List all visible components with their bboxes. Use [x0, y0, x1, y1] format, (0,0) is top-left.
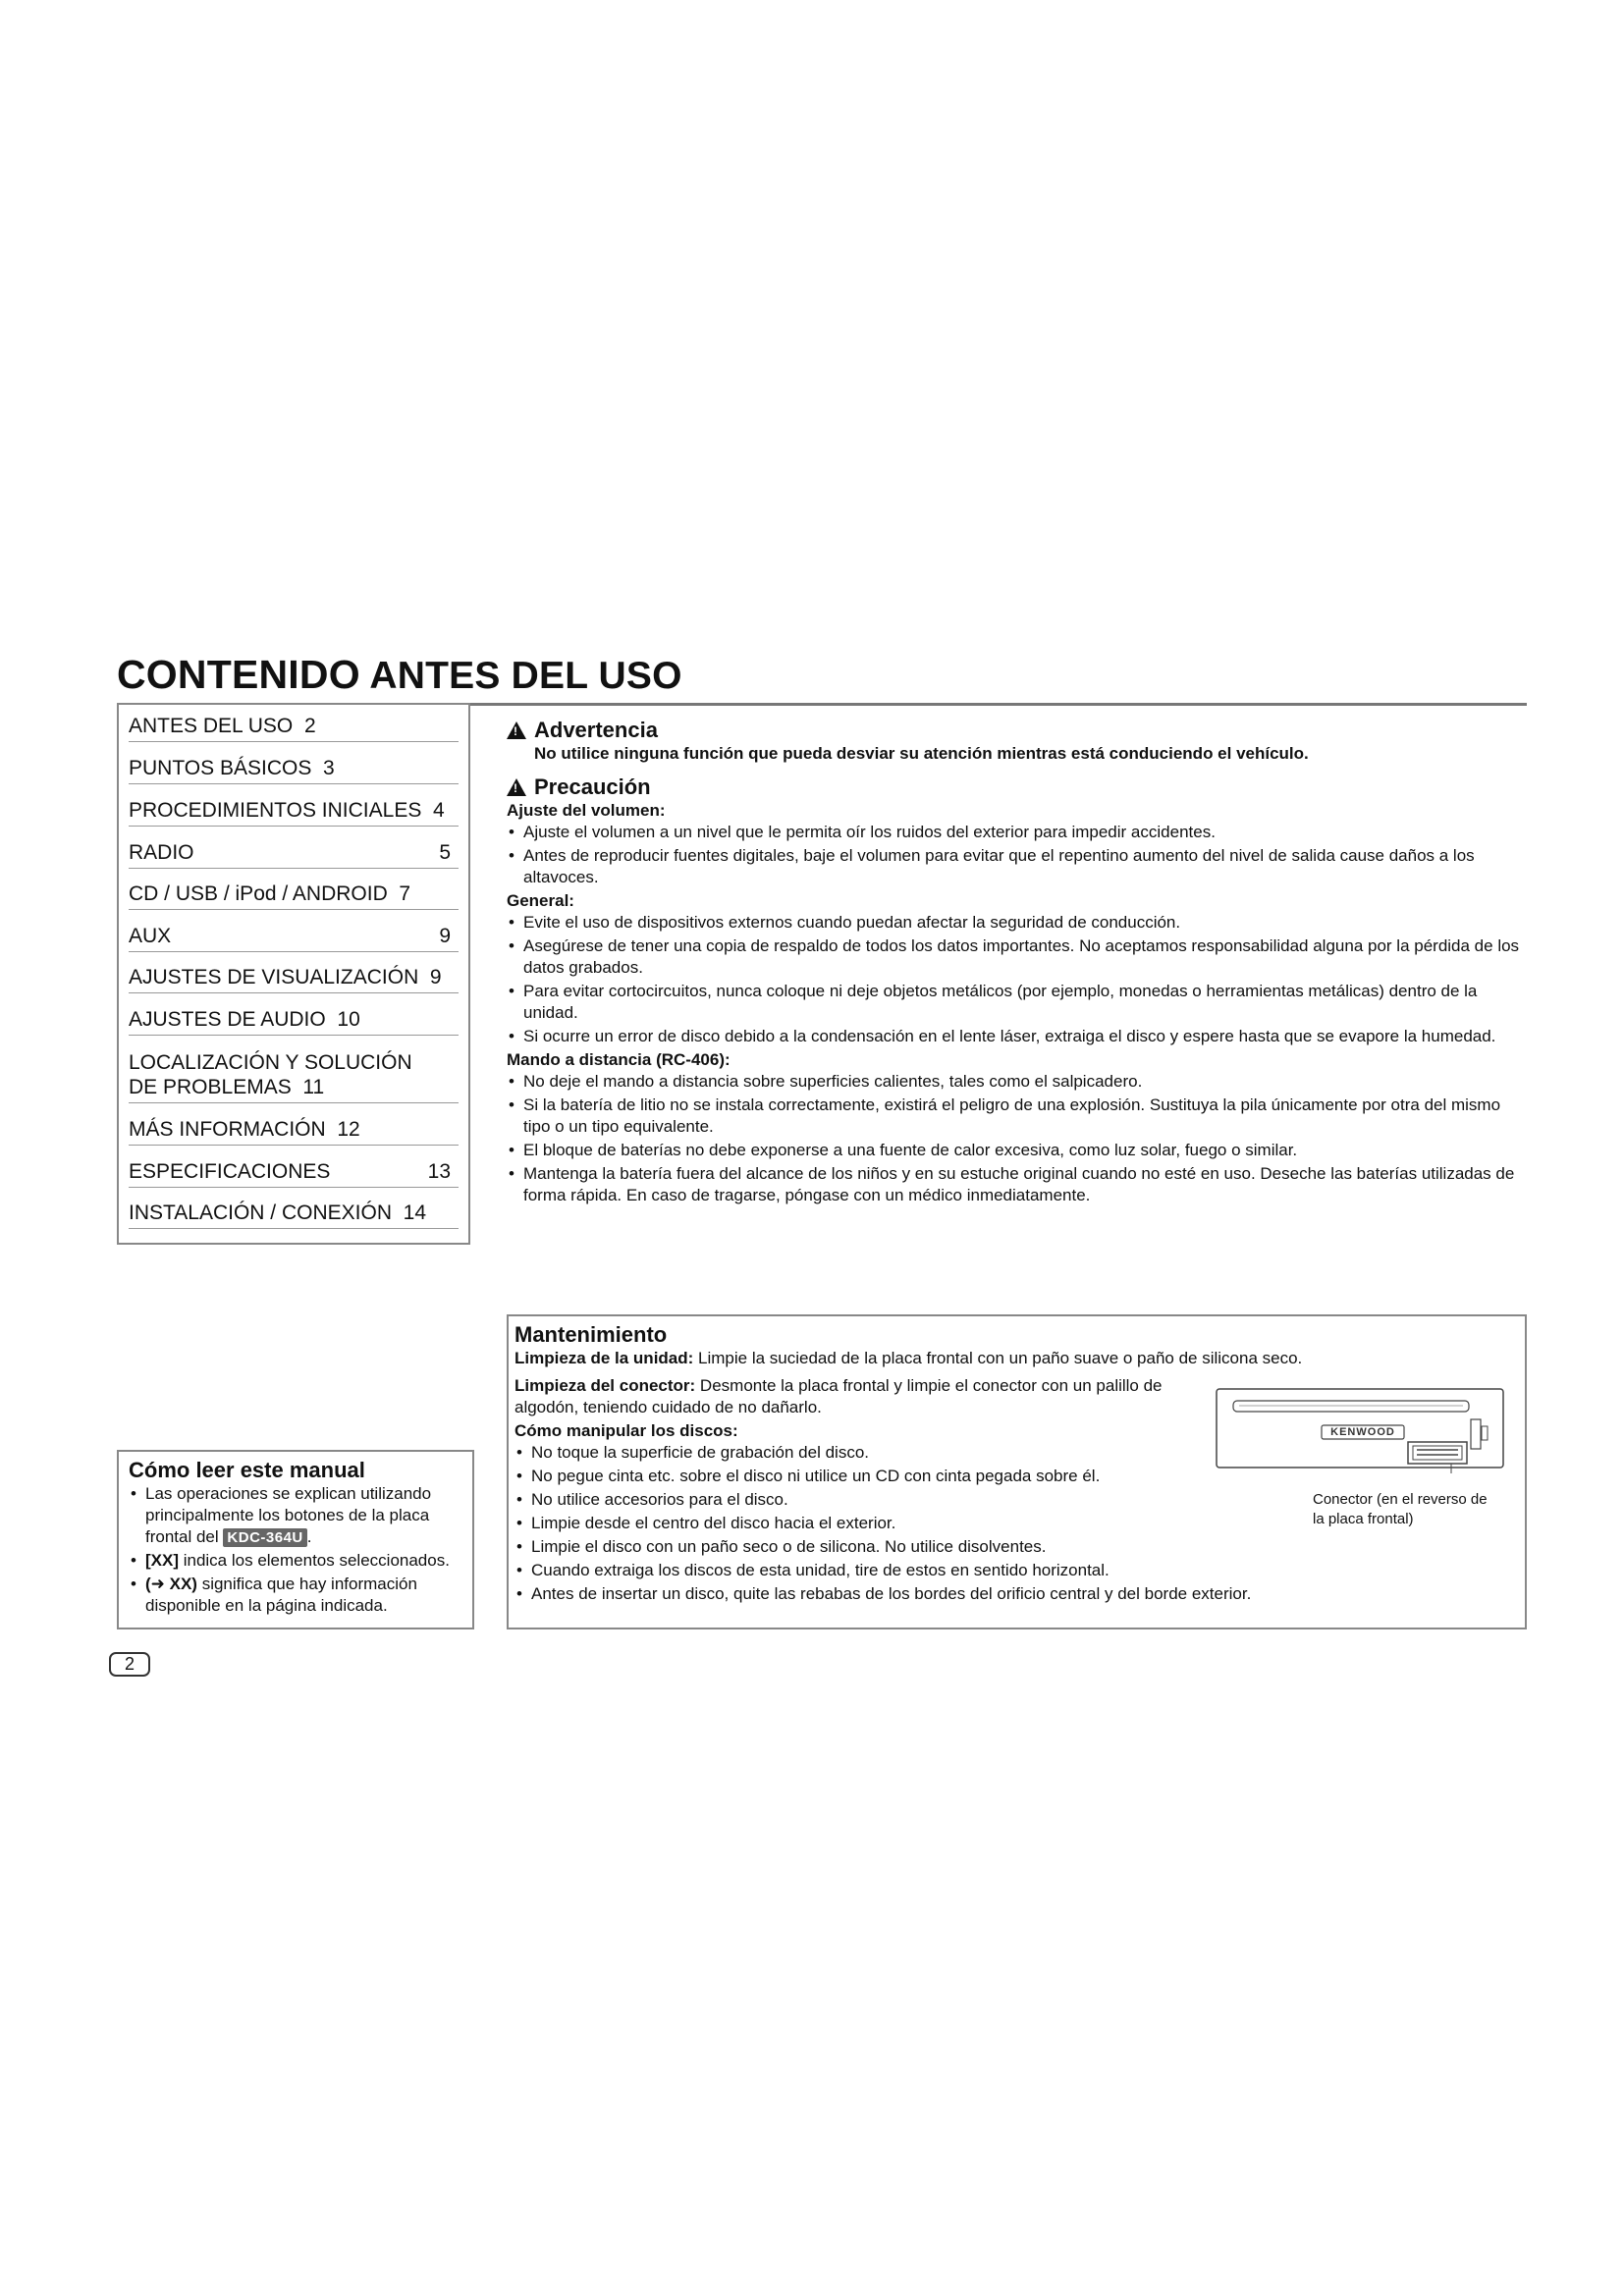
toc-item[interactable] — [129, 783, 459, 827]
toc-page: 12 — [337, 1118, 360, 1141]
list-item: • Asegúrese de tener una copia de respaldo de todos los datos importantes. No aceptamos responsabilidad alguna por la pérdida de los datos grabados. — [507, 935, 1528, 979]
list-item: • Mantenga la batería fuera del alcance de los niños y en su estuche original cuando no esté en uso. Deseche las baterías utilizadas de forma rápida. En caso de tragarse, póngase con un médico inmediatamente. — [507, 1163, 1528, 1206]
general-subtitle: General: — [507, 891, 574, 910]
toc-page: 10 — [337, 1008, 360, 1031]
brand-logo: KENWOOD — [1330, 1426, 1395, 1438]
toc-page: 7 — [399, 882, 411, 905]
table-of-contents — [117, 703, 470, 1245]
list-item — [129, 1550, 464, 1572]
toc-page: 14 — [403, 1201, 427, 1224]
toc-label: DE PROBLEMAS — [129, 1076, 292, 1098]
unit-cleaning-text: Limpie la suciedad de la placa frontal con un paño suave o paño de silicona seco. — [693, 1349, 1303, 1367]
toc-label: ESPECIFICACIONES — [129, 1160, 331, 1183]
remote-list — [507, 1071, 1528, 1206]
remote-subtitle: Mando a distancia (RC-406): — [507, 1050, 731, 1069]
contents-heading: CONTENIDO — [117, 652, 360, 697]
toc-label: ANTES DEL USO — [129, 715, 294, 737]
toc-label: PUNTOS BÁSICOS — [129, 757, 312, 779]
selection-mark: [XX] — [145, 1551, 179, 1570]
toc-page: 5 — [439, 841, 451, 864]
toc-item[interactable] — [129, 826, 459, 869]
section-rule — [469, 703, 1527, 706]
toc-label: PROCEDIMIENTOS INICIALES — [129, 799, 422, 822]
list-item: • No deje el mando a distancia sobre superficies calientes, tales como el salpicadero. — [507, 1071, 1528, 1093]
list-item: • No utilice accesorios para el disco. — [514, 1489, 1517, 1511]
connector-caption: Conector (en el reverso de la placa frontal) — [1313, 1491, 1488, 1527]
connector-cleaning-label: Limpieza del conector: — [514, 1376, 696, 1395]
model-badge: KDC-364U — [223, 1528, 306, 1547]
toc-page: 3 — [323, 757, 335, 779]
list-item: • Cuando extraiga los discos de esta unidad, tire de estos en sentido horizontal. — [514, 1560, 1517, 1581]
page-title — [117, 652, 682, 699]
toc-label: AJUSTES DE AUDIO — [129, 1008, 326, 1031]
how-to-read-box — [117, 1450, 474, 1629]
toc-item[interactable] — [129, 741, 459, 784]
list-item-text: significa que hay información disponible en la página indicada. — [145, 1575, 417, 1615]
list-item-text: indica los elementos seleccionados. — [179, 1551, 450, 1570]
toc-item[interactable] — [129, 992, 459, 1036]
toc-label: AJUSTES DE VISUALIZACIÓN — [129, 966, 419, 988]
list-item: • Si ocurre un error de disco debido a la condensación en el lente láser, extraiga el disco y espere hasta que se evapore la humedad. — [507, 1026, 1528, 1047]
section-heading: ANTES DEL USO — [369, 655, 682, 697]
maintenance-title: Mantenimiento — [514, 1322, 668, 1347]
warning-icon — [507, 721, 526, 739]
toc-item[interactable] — [129, 1145, 459, 1188]
caution-section — [507, 774, 1528, 1208]
toc-label: MÁS INFORMACIÓN — [129, 1118, 326, 1141]
toc-item[interactable] — [129, 1102, 459, 1146]
list-item: • Las operaciones se explican utilizando principalmente los botones de la placa frontal del KDC-364U . — [129, 1483, 464, 1548]
list-item: • Limpie desde el centro del disco hacia el exterior. — [514, 1513, 1517, 1534]
toc-page: 2 — [303, 715, 316, 737]
list-item: • El bloque de baterías no debe exponerse a una fuente de calor excesiva, como luz solar, fuego o similar. — [507, 1140, 1528, 1161]
list-item: • Limpie el disco con un paño seco o de silicona. No utilice disolventes. — [514, 1536, 1517, 1558]
caution-title: Precaución — [534, 774, 651, 799]
volume-subtitle: Ajuste del volumen: — [507, 801, 666, 820]
toc-label: CD / USB / iPod / ANDROID — [129, 882, 388, 905]
unit-cleaning-label: Limpieza de la unidad: — [514, 1349, 694, 1367]
list-item-text: Las operaciones se explican utilizando principalmente los botones de la placa frontal del — [145, 1484, 432, 1546]
connector-cleaning-text: Desmonte la placa frontal y limpie el conector con un palillo de algodón, teniendo cuidado de no dañarlo. — [514, 1376, 1163, 1416]
page-number: 2 — [109, 1652, 150, 1677]
toc-label: LOCALIZACIÓN Y SOLUCIÓN — [129, 1051, 412, 1074]
warning-text: No utilice ninguna función que pueda desviar su atención mientras está conduciendo el vehículo. — [534, 744, 1309, 763]
caution-icon — [507, 778, 526, 796]
toc-label: INSTALACIÓN / CONEXIÓN — [129, 1201, 392, 1224]
warning-section — [507, 718, 1528, 765]
list-item: • Antes de reproducir fuentes digitales, baje el volumen para evitar que el repentino aumento del nivel de salida cause daños a los altavoces. — [507, 845, 1528, 888]
toc-item[interactable] — [129, 1187, 459, 1229]
toc-page: 9 — [439, 925, 451, 947]
toc-page: 9 — [429, 966, 442, 988]
list-item: • Para evitar cortocircuitos, nunca coloque ni deje objetos metálicos (por ejemplo, monedas o herramientas metálicas) dentro de la unidad. — [507, 981, 1528, 1024]
list-item: • Si la batería de litio no se instala correctamente, existirá el peligro de una explosión. Sustituya la pila únicamente por otra del mismo tipo o un tipo equivalente. — [507, 1095, 1528, 1138]
toc-item[interactable] — [129, 1035, 459, 1103]
toc-item[interactable] — [129, 705, 459, 742]
list-item: • No toque la superficie de grabación del disco. — [514, 1442, 1517, 1464]
warning-title: Advertencia — [534, 718, 658, 742]
toc-page: 13 — [427, 1160, 451, 1183]
how-to-read-title: Cómo leer este manual — [129, 1458, 365, 1482]
toc-page: 4 — [433, 799, 445, 822]
list-item — [129, 1574, 464, 1617]
toc-item[interactable] — [129, 868, 459, 910]
toc-label: RADIO — [129, 841, 194, 864]
reference-mark: (➜ XX) — [145, 1575, 197, 1593]
volume-list — [507, 822, 1528, 888]
list-item: • No pegue cinta etc. sobre el disco ni utilice un CD con cinta pegada sobre él. — [514, 1466, 1517, 1487]
connector-cleaning — [514, 1375, 1202, 1418]
toc-item[interactable] — [129, 909, 459, 952]
list-item: • Ajuste el volumen a un nivel que le permita oír los ruidos del exterior para impedir accidentes. — [507, 822, 1528, 843]
discs-subtitle: Cómo manipular los discos: — [514, 1421, 738, 1440]
list-item: • Evite el uso de dispositivos externos cuando puedan afectar la seguridad de conducción. — [507, 912, 1528, 934]
toc-page: 11 — [302, 1076, 325, 1098]
general-list — [507, 912, 1528, 1047]
toc-item[interactable] — [129, 951, 459, 993]
toc-label: AUX — [129, 925, 172, 947]
unit-cleaning — [514, 1348, 1517, 1369]
faceplate-illustration — [1216, 1385, 1510, 1473]
how-to-read-list — [129, 1483, 464, 1617]
list-item: • Antes de insertar un disco, quite las rebabas de los bordes del orificio central y del borde exterior. — [514, 1583, 1517, 1605]
